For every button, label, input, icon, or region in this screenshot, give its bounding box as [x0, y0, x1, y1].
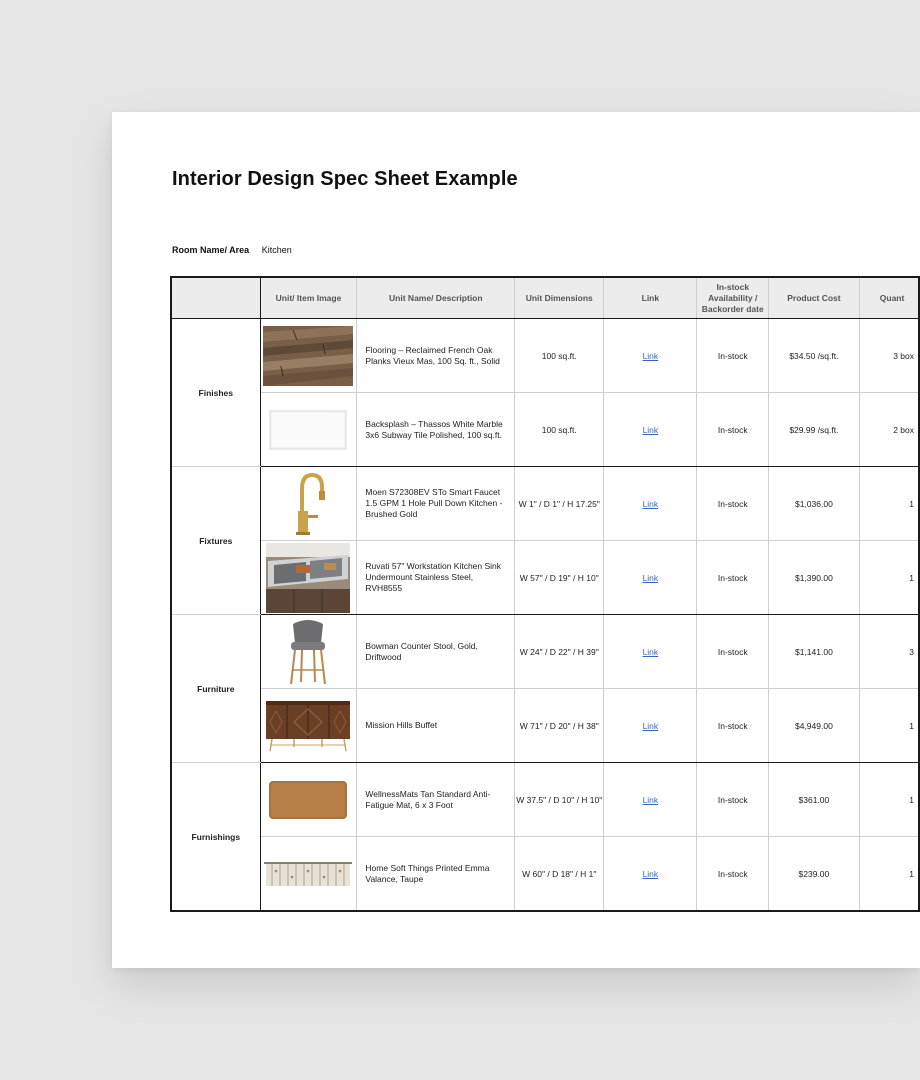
item-availability: In-stock	[697, 541, 769, 615]
item-link[interactable]: Link	[642, 424, 659, 435]
item-dimensions: W 57" / D 19" / H 10"	[515, 541, 604, 615]
item-link-cell	[604, 319, 697, 393]
item-dimensions: W 71" / D 20" / H 38"	[515, 689, 604, 763]
category-furniture: Furniture	[171, 615, 260, 763]
header-description: Unit Name/ Description	[357, 277, 515, 319]
item-quantity: 1	[859, 837, 919, 912]
wood-flooring-image	[263, 326, 353, 386]
room-label: Room Name/ Area	[172, 245, 250, 255]
item-link[interactable]: Link	[642, 868, 659, 879]
table-row	[171, 689, 919, 763]
item-link-cell	[604, 837, 697, 912]
item-description: Moen S72308EV STo Smart Faucet 1.5 GPM 1 Hole Pull Down Kitchen - Brushed Gold	[357, 467, 515, 541]
page-title: Interior Design Spec Sheet Example	[172, 168, 518, 190]
room-info	[172, 245, 292, 255]
category-furnishings: Furnishings	[171, 763, 260, 912]
item-dimensions: W 1" / D 1" / H 17.25"	[515, 467, 604, 541]
item-link[interactable]: Link	[642, 498, 659, 509]
item-dimensions: W 60" / D 18" / H 1"	[515, 837, 604, 912]
item-cost: $29.99 /sq.ft.	[769, 393, 860, 467]
spec-sheet-page	[112, 112, 920, 968]
table-row	[171, 615, 919, 689]
item-quantity: 1	[859, 467, 919, 541]
item-image-cell	[260, 541, 357, 615]
item-quantity: 2 box	[859, 393, 919, 467]
item-availability: In-stock	[697, 763, 769, 837]
buffet-image	[264, 699, 352, 753]
header-image: Unit/ Item Image	[260, 277, 357, 319]
item-availability: In-stock	[697, 689, 769, 763]
item-quantity: 1	[859, 763, 919, 837]
item-link[interactable]: Link	[642, 646, 659, 657]
item-image-cell	[260, 615, 357, 689]
item-dimensions: W 37.5" / D 10" / H 10"	[515, 763, 604, 837]
table-row	[171, 837, 919, 912]
header-availability-label: In-stock Availability / Backorder date	[701, 281, 764, 314]
item-cost: $239.00	[769, 837, 860, 912]
table-row	[171, 541, 919, 615]
item-description: Home Soft Things Printed Emma Valance, Taupe	[357, 837, 515, 912]
faucet-image	[288, 471, 328, 537]
table-header-row	[171, 277, 919, 319]
spec-table	[170, 276, 920, 912]
item-image-cell	[260, 689, 357, 763]
sink-image	[266, 543, 350, 613]
item-availability: In-stock	[697, 837, 769, 912]
item-link[interactable]: Link	[642, 794, 659, 805]
item-link-cell	[604, 689, 697, 763]
header-category	[171, 277, 260, 319]
item-link[interactable]: Link	[642, 350, 659, 361]
item-cost: $1,141.00	[769, 615, 860, 689]
item-image-cell	[260, 763, 357, 837]
item-link-cell	[604, 615, 697, 689]
item-cost: $1,036.00	[769, 467, 860, 541]
stool-image	[285, 618, 331, 686]
item-image-cell	[260, 393, 357, 467]
table-row	[171, 763, 919, 837]
category-finishes: Finishes	[171, 319, 260, 467]
table-row	[171, 467, 919, 541]
mat-image	[267, 779, 349, 821]
item-link[interactable]: Link	[642, 572, 659, 583]
table-row	[171, 319, 919, 393]
item-description: Mission Hills Buffet	[357, 689, 515, 763]
header-link: Link	[604, 277, 697, 319]
item-link-cell	[604, 393, 697, 467]
item-description: Backsplash – Thassos White Marble 3x6 Subway Tile Polished, 100 sq.ft.	[357, 393, 515, 467]
header-quantity: Quant	[859, 277, 919, 319]
item-cost: $4,949.00	[769, 689, 860, 763]
header-cost: Product Cost	[769, 277, 860, 319]
table-row	[171, 393, 919, 467]
item-availability: In-stock	[697, 393, 769, 467]
item-dimensions: W 24" / D 22" / H 39"	[515, 615, 604, 689]
item-availability: In-stock	[697, 319, 769, 393]
item-quantity: 3	[859, 615, 919, 689]
valance-image	[264, 859, 352, 889]
item-image-cell	[260, 319, 357, 393]
item-image-cell	[260, 467, 357, 541]
item-cost: $361.00	[769, 763, 860, 837]
item-quantity: 1	[859, 541, 919, 615]
item-availability: In-stock	[697, 467, 769, 541]
item-link[interactable]: Link	[642, 720, 659, 731]
item-description: WellnessMats Tan Standard Anti-Fatigue Mat, 6 x 3 Foot	[357, 763, 515, 837]
item-description: Flooring – Reclaimed French Oak Planks Vieux Mas, 100 Sq. ft., Solid	[357, 319, 515, 393]
item-image-cell	[260, 837, 357, 912]
item-link-cell	[604, 467, 697, 541]
item-quantity: 3 box	[859, 319, 919, 393]
item-description: Ruvati 57" Workstation Kitchen Sink Undermount Stainless Steel, RVH8555	[357, 541, 515, 615]
item-link-cell	[604, 541, 697, 615]
item-availability: In-stock	[697, 615, 769, 689]
header-availability	[697, 277, 769, 319]
header-dimensions: Unit Dimensions	[515, 277, 604, 319]
item-cost: $1,390.00	[769, 541, 860, 615]
room-value: Kitchen	[261, 245, 292, 255]
item-link-cell	[604, 763, 697, 837]
item-dimensions: 100 sq.ft.	[515, 319, 604, 393]
item-dimensions: 100 sq.ft.	[515, 393, 604, 467]
item-quantity: 1	[859, 689, 919, 763]
item-description: Bowman Counter Stool, Gold, Driftwood	[357, 615, 515, 689]
category-fixtures: Fixtures	[171, 467, 260, 615]
item-cost: $34.50 /sq.ft.	[769, 319, 860, 393]
marble-tile-image	[268, 409, 348, 451]
